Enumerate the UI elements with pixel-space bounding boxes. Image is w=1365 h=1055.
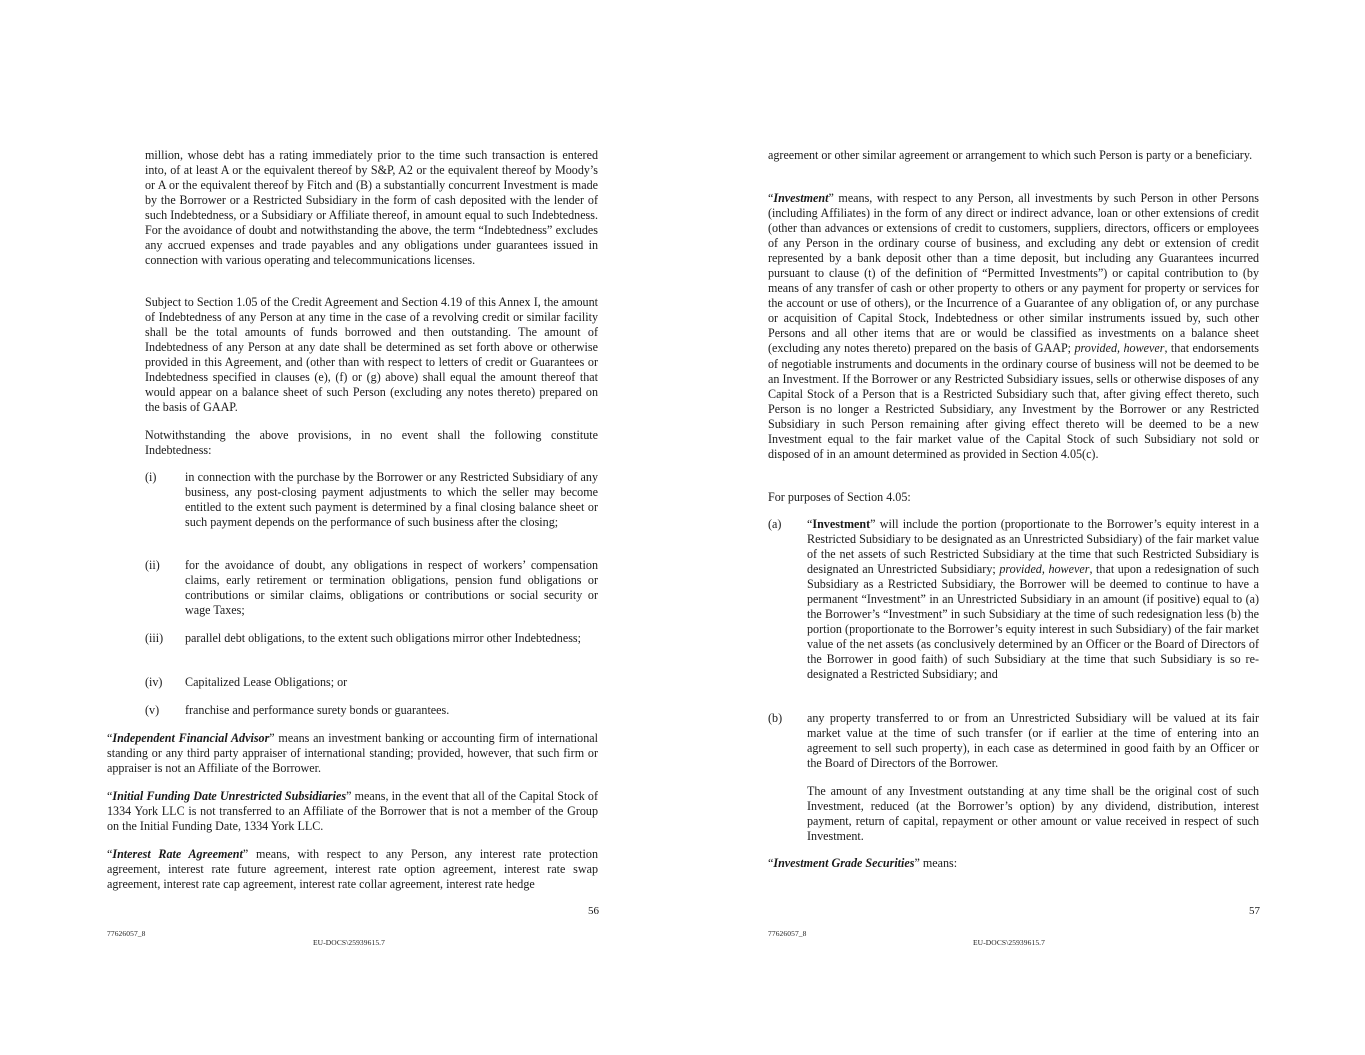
list-item-text: any property transferred to or from an Unrestricted Subsidiary will be valued at its fair market value at the time of such transfer (or if earlier at the time of entering into an agreement to sell such property), in each case as determined in good faith by an Officer or the Board of Directors of the Borrower. xyxy=(807,711,1259,771)
paragraph-amount-outstanding: The amount of any Investment outstanding at any time shall be the original cost of such Investment, reduced (at the Borrower’s option) by any dividend, distribution, interest payment, return of capital, repayment or other amount or value received in respect of such Investment. xyxy=(807,784,1259,844)
paragraph-notwithstanding: Notwithstanding the above provisions, in no event shall the following constitute Indebtedness: xyxy=(145,428,598,458)
document-id: 77626057_8 xyxy=(768,929,807,938)
page-number: 57 xyxy=(1249,905,1260,917)
list-item xyxy=(768,517,1259,700)
definition-investment-grade-securities: “Investment Grade Securities” means: xyxy=(768,856,958,870)
definition-text-continued: , that endorsements of negotiable instruments and documents in the ordinary course of business will not be deemed to be an Investment. If the Borrower or any Restricted Subsidiary issues, sells or otherwise disposes of any Capital Stock of a Person that is a Restricted Subsidiary such that, after giving effect thereto, such Person is no longer a Restricted Subsidiary, any Investment by the Borrower or any Restricted Subsidiary in such Person remaining after giving effect thereto will be deemed to be a new Investment equal to the fair market value of the Capital Stock of such Subsidiary not sold or disposed of in an amount determined as provided in Section 4.05(c). xyxy=(768,341,1259,461)
italic-proviso: provided, however xyxy=(999,562,1090,577)
definition-text: means, with respect to any Person, all investments by such Person in other Persons (including Affiliates) in the form of any direct or indirect advance, loan or other extensions of credit (other than advances or extensions of credit to customers, suppliers, directors, officers or employees of any Person in the ordinary course of business, and excluding any debt or extension of credit represented by a bank deposit other than a time deposit, but including any Guarantees incurred pursuant to clause (t) of the definition of “Permitted Investments”) or capital contribution to (by means of any transfer of cash or other property to others or any payment for property or services for the account or use of others), or the Incurrence of a Guarantee of any obligation of, or any purchase or acquisition of Capital Stock, Indebtedness or other similar instruments issued by, such other Persons and all other items that are or would be classified as investments on a balance sheet (excluding any notes thereto) prepared on the basis of GAAP; xyxy=(768,191,1259,356)
list-item-text: parallel debt obligations, to the extent such obligations mirror other Indebtedness; xyxy=(185,631,581,645)
paragraph-subject-to: Subject to Section 1.05 of the Credit Agreement and Section 4.19 of this Annex I, the amount of Indebtedness of any Person at any time in the case of a revolving credit or similar facility shall be the total amounts of funds borrowed and then outstanding. The amount of Indebtedness of any Person at any date shall be determined as set forth above or otherwise provided in this Agreement, and (other than with respect to letters of credit or Guarantees or Indebtedness specified in clauses (e), (f) or (g) above) shall equal the amount thereof that would appear on a balance sheet of such Person (excluding any notes thereto) prepared on the basis of GAAP. xyxy=(145,295,598,415)
list-item-text: for the avoidance of doubt, any obligations in respect of workers’ compensation claims, early retirement or termination obligations, pension fund obligations or contributions or similar claims, obligations or contributions or social security or wage Taxes; xyxy=(185,558,598,618)
list-item-label: (ii) xyxy=(145,558,160,572)
defined-term: Investment xyxy=(773,191,829,205)
list-item-label: (iv) xyxy=(145,675,163,689)
document-id: 77626057_8 xyxy=(107,929,146,938)
definition-text: means: xyxy=(919,856,958,870)
defined-term: Initial Funding Date Unrestricted Subsidiaries xyxy=(112,789,347,803)
list-item-label: (iii) xyxy=(145,631,164,645)
list-item xyxy=(145,703,598,719)
list-item-label: (b) xyxy=(768,711,783,725)
list-item-text: “Investment” will include the portion (proportionate to the Borrower’s equity interest in a Restricted Subsidiary to be designated as an Unrestricted Subsidiary) of the fair market value of the net assets of such Restricted Subsidiary at the time that such Restricted Subsidiary is designated an Unrestricted Subsidiary; provided, however, that upon a redesignation of such Subsidiary as a Restricted Subsidiary, the Borrower will be deemed to continue to have a permanent “Investment” in an Unrestricted Subsidiary in an amount (if positive) equal to (a) the Borrower’s “Investment” in such Subsidiary at the time of such redesignation less (b) the portion (proportionate to the Borrower’s equity interest in such Subsidiary) of the fair market value of the net assets (as conclusively determined by an Officer or the Board of Directors of the Borrower in good faith) of such Subsidiary at the time that such Subsidiary is so re-designated a Restricted Subsidiary; and xyxy=(807,517,1260,682)
list-item-text: franchise and performance surety bonds or guarantees. xyxy=(185,703,450,717)
defined-term: Investment Grade Securities xyxy=(773,856,915,870)
list-item-label: (a) xyxy=(768,517,782,531)
list-item xyxy=(768,711,1259,773)
list-item-label: (i) xyxy=(145,470,157,484)
definition-independent-financial-advisor: “Independent Financial Advisor” means an investment banking or accounting firm of international standing or any third party appraiser of international standing; provided, however, that such firm or appraiser is not an Affiliate of the Borrower. xyxy=(107,731,598,776)
list-item xyxy=(145,470,598,550)
defined-term: Interest Rate Agreement xyxy=(112,847,243,861)
definition-interest-rate-agreement: “Interest Rate Agreement” means, with respect to any Person, any interest rate protection agreement, interest rate future agreement, interest rate option agreement, interest rate swap agreement, interest rate cap agreement, interest rate collar agreement, interest rate hedge xyxy=(107,847,598,892)
list-item-text: in connection with the purchase by the Borrower or any Restricted Subsidiary of any business, any post-closing payment adjustments to which the seller may become entitled to the extent such payment is determined by a final closing balance sheet or such payment depends on the performance of such business after the closing; xyxy=(185,470,598,530)
definition-text: means, with respect to any Person, any interest rate protection agreement, interest rate future agreement, interest rate option agreement, interest rate swap agreement, interest rate cap agreement, interest rate collar agreement, interest rate hedge xyxy=(107,847,598,892)
defined-term: Independent Financial Advisor xyxy=(112,731,270,745)
paragraph-for-purposes: For purposes of Section 4.05: xyxy=(768,490,911,504)
definition-investment: “Investment” means, with respect to any Person, all investments by such Person in other Persons (including Affiliates) in the form of any direct or indirect advance, loan or other extensions of credit (other than advances or extensions of credit to customers, suppliers, directors, officers or employees of any Person in the ordinary course of business, and excluding any debt or extension of credit represented by a bank deposit other than a time deposit, but including any Guarantees incurred pursuant to clause (t) of the definition of “Permitted Investments”) or capital contribution to (by means of any transfer of cash or other property to others or any payment for property or services for the account or use of others), or the Incurrence of a Guarantee of any obligation of, or any purchase or acquisition of Capital Stock, Indebtedness or other similar instruments issued by, such other Persons and all other items that are or would be classified as investments on a balance sheet (excluding any notes thereto) prepared on the basis of GAAP; provided, however, that endorsements of negotiable instruments and documents in the ordinary course of business will not be deemed to be an Investment. If the Borrower or any Restricted Subsidiary issues, sells or otherwise disposes of any Capital Stock of a Person that is a Restricted Subsidiary such that, after giving effect thereto, such Person is no longer a Restricted Subsidiary, any Investment by the Borrower or any Restricted Subsidiary in such Person remaining after giving effect thereto will be deemed to be a new Investment equal to the fair market value of the Capital Stock of such Subsidiary not sold or disposed of in an amount determined as provided in Section 4.05(c). xyxy=(768,191,1259,461)
eu-docs-reference: EU-DOCS\25939615.7 xyxy=(973,938,1046,947)
item-text-part-continued: , that upon a redesignation of such Subsidiary as a Restricted Subsidiary, the Borrower will be deemed to continue to have a permanent “Investment” in an Unrestricted Subsidiary in an amount (if positive) equal to (a) the Borrower’s “Investment” in such Subsidiary at the time of such redesignation less (b) the portion (proportionate to the Borrower’s equity interest in such Subsidiary) of the fair market value of the net assets (as conclusively determined by an Officer or the Board of Directors of the Borrower in good faith) of such Subsidiary at the time that such Subsidiary is so re-designated a Restricted Subsidiary; and xyxy=(807,562,1260,682)
definition-text: means an investment banking or accounting firm of international standing or any third party appraiser of international standing; provided, however, that such firm or appraiser is not an Affiliate of the Borrower. xyxy=(107,731,598,776)
list-item xyxy=(145,675,598,691)
definition-text: means, in the event that all of the Capital Stock of 1334 York LLC is not transferred to an Affiliate of the Borrower that is not a member of the Group on the Initial Funding Date, 1334 York LLC. xyxy=(107,789,598,834)
eu-docs-reference: EU-DOCS\25939615.7 xyxy=(313,938,386,947)
right-page xyxy=(682,0,1365,1055)
italic-proviso: provided, however xyxy=(1074,341,1165,356)
definition-initial-funding-date-unrestricted-subsidiaries: “Initial Funding Date Unrestricted Subsidiaries” means, in the event that all of the Capital Stock of 1334 York LLC is not transferred to an Affiliate of the Borrower that is not a member of the Group on the Initial Funding Date, 1334 York LLC. xyxy=(107,789,598,834)
paragraph-continuation: million, whose debt has a rating immediately prior to the time such transaction is entered into, of at least A or the equivalent thereof by S&P, A2 or the equivalent thereof by Moody’s or A or the equivalent thereof by Fitch and (B) a substantially concurrent Investment is made by the Borrower or a Restricted Subsidiary in the form of cash deposited with the lender of such Indebtedness, or a Subsidiary or Affiliate thereof, in amount equal to such Indebtedness. For the avoidance of doubt and notwithstanding the above, the term “Indebtedness” excludes any accrued expenses and trade payables and any obligations under guarantees issued in connection with various operating and telecommunications licenses. xyxy=(145,148,598,268)
page-number: 56 xyxy=(588,905,599,917)
list-item xyxy=(145,631,598,663)
defined-term: Investment xyxy=(812,517,871,531)
list-item-text: Capitalized Lease Obligations; or xyxy=(185,675,348,689)
paragraph-continuation: agreement or other similar agreement or arrangement to which such Person is party or a beneficiary. xyxy=(768,148,1253,162)
left-page xyxy=(0,0,682,1055)
list-item-label: (v) xyxy=(145,703,160,717)
item-text-part: will include the portion (proportionate to the Borrower’s equity interest in a Restricted Subsidiary to be designated as an Unrestricted Subsidiary) of the fair market value of the net assets of such Restricted Subsidiary at the time that such Restricted Subsidiary is designated an Unrestricted Subsidiary; xyxy=(807,517,1259,577)
list-item xyxy=(145,558,598,620)
